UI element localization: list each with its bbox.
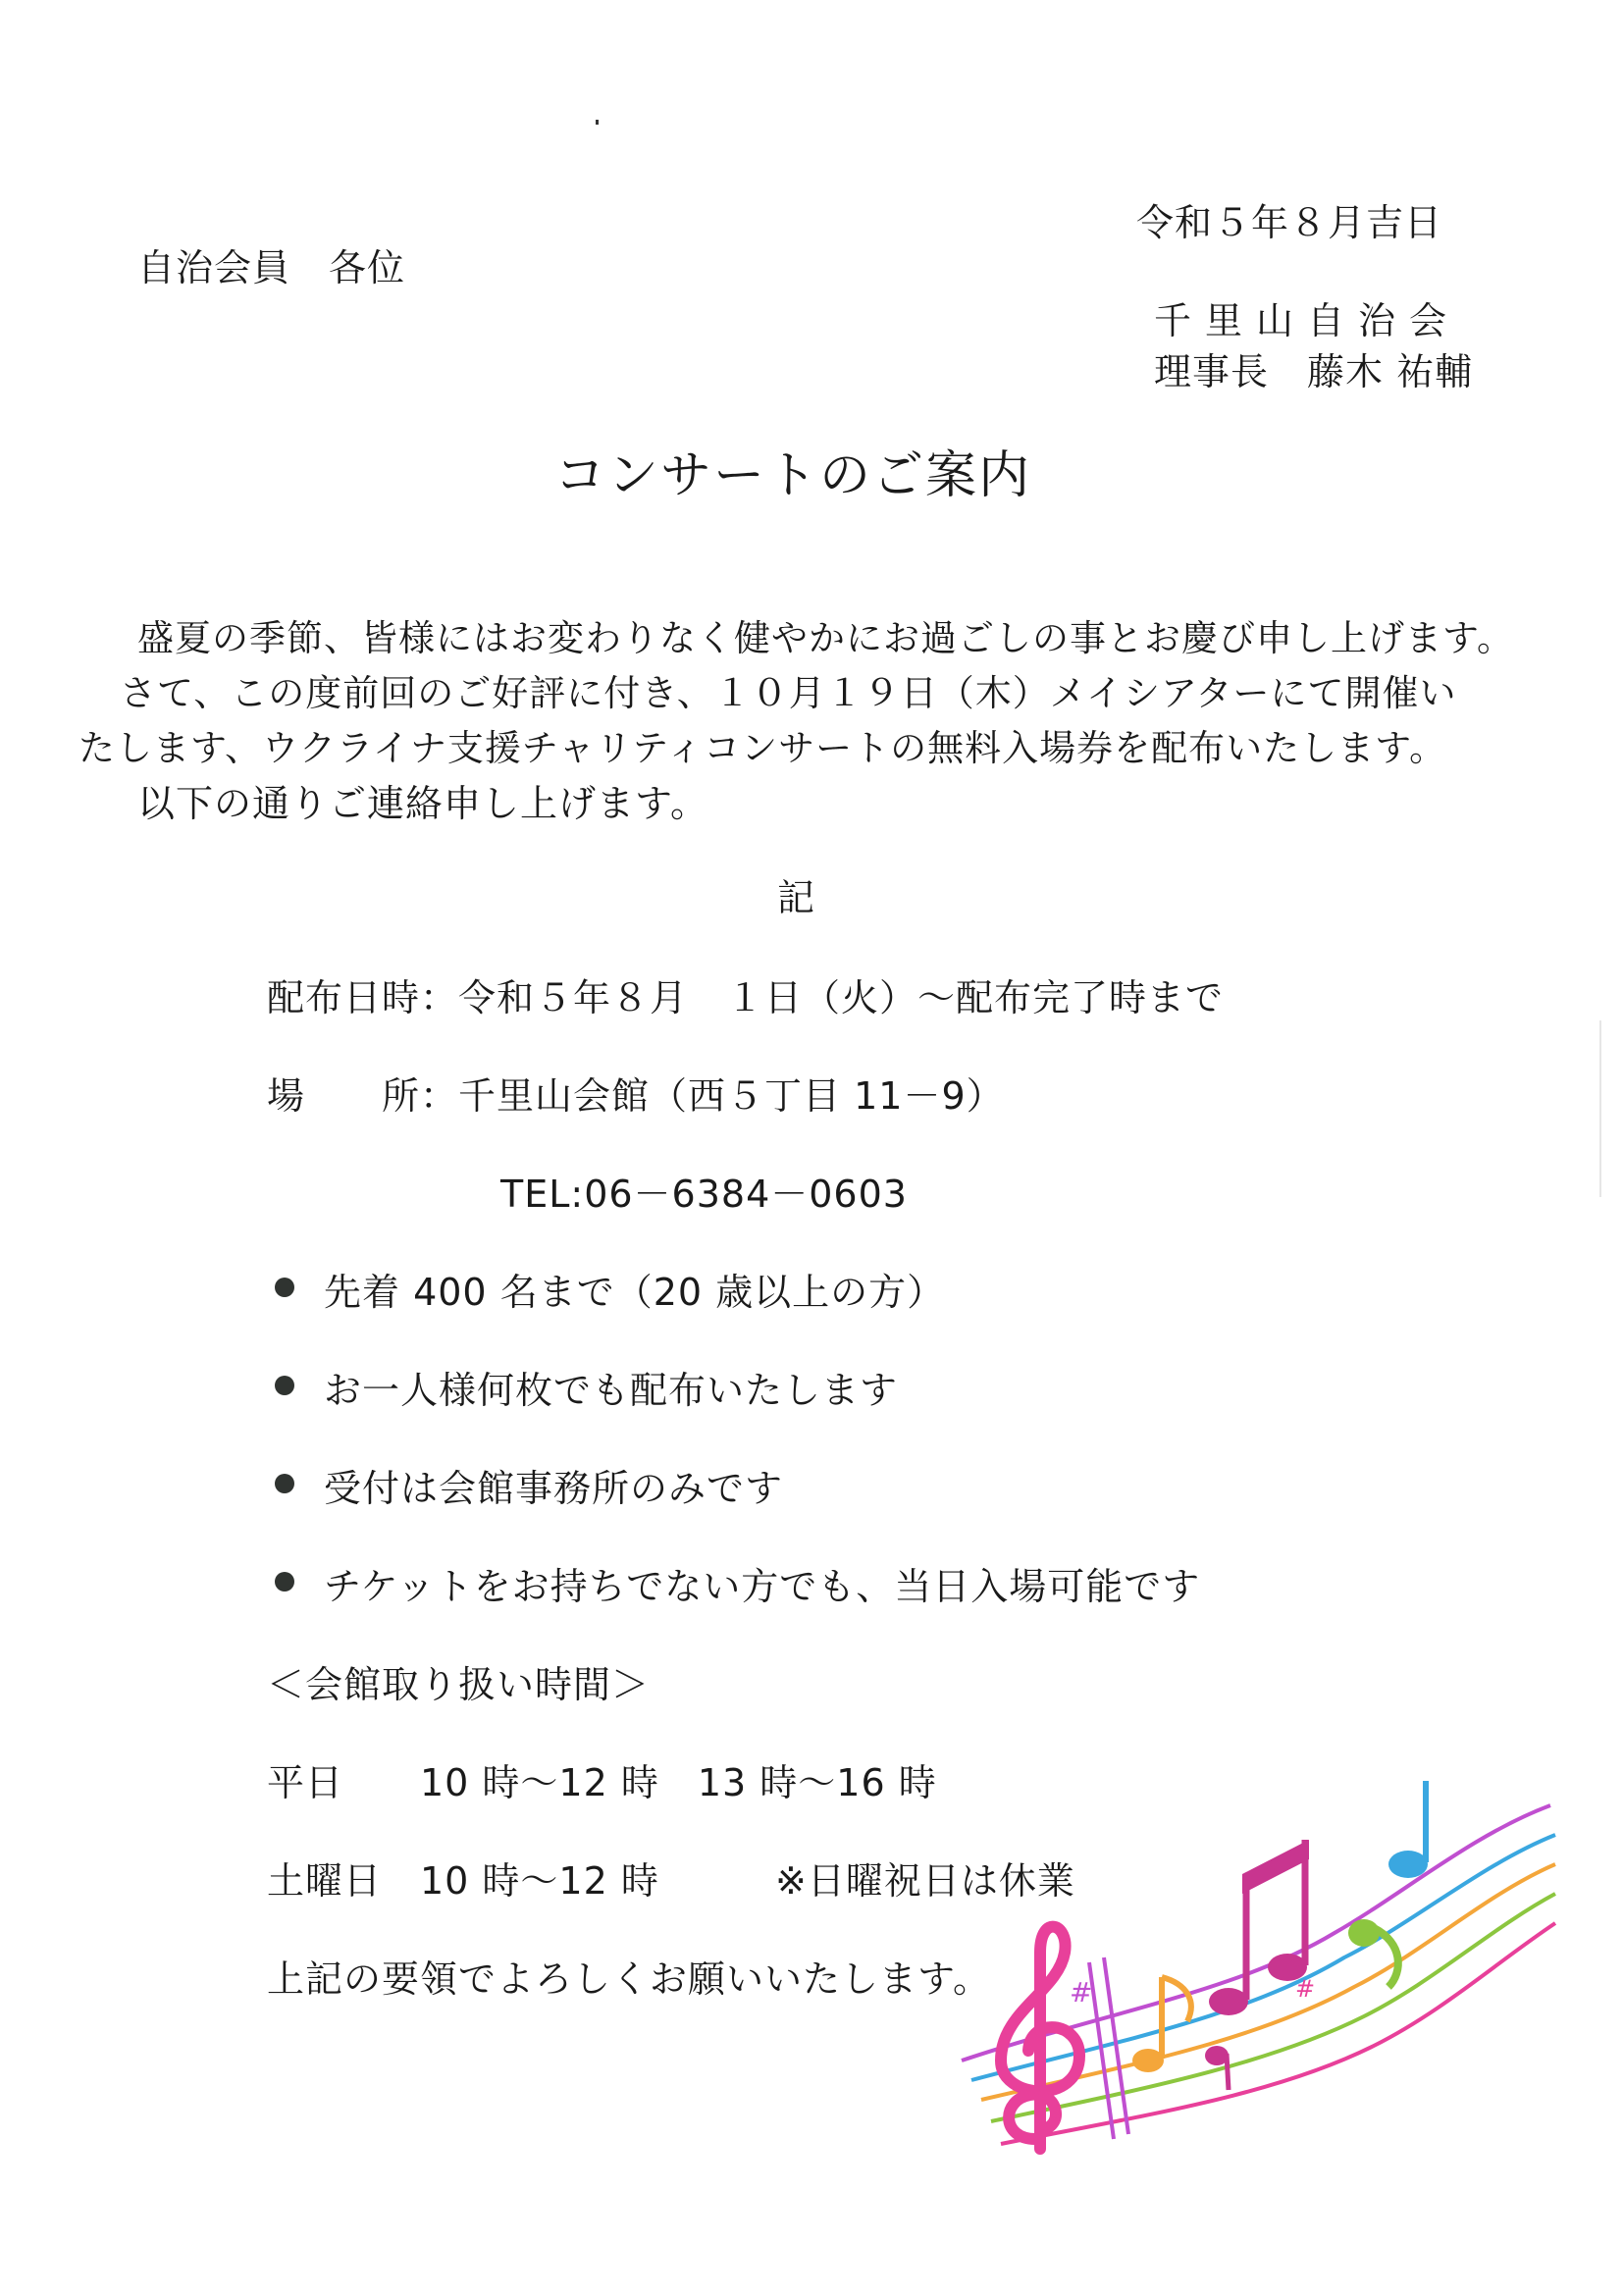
bullet-dot-icon [275, 1474, 294, 1493]
hours-heading: ＜会館取り扱い時間＞ [267, 1663, 651, 1706]
body-paragraph-1: 盛夏の季節、皆様にはお変わりなく健やかにお過ごしの事とお慶び申し上げます。 [137, 617, 1515, 659]
saturday-hours: 10 時～12 時 [420, 1859, 659, 1903]
distribution-date-label: 配布日時： [267, 976, 459, 1019]
body-paragraph-2b: たします、ウクライナ支援チャリティコンサートの無料入場券を配布いたします。 [79, 727, 1447, 769]
page-title: コンサートのご案内 [554, 446, 1032, 505]
bullet-item: 先着 400 名まで（20 歳以上の方） [324, 1271, 946, 1314]
distribution-date-row [267, 967, 1224, 1021]
scan-speck [596, 120, 599, 125]
place-value: 千里山会館（西５丁目 11－9） [458, 1074, 1005, 1118]
music-staff-notes-icon [942, 1766, 1570, 2178]
weekday-label: 平日 [267, 1761, 344, 1804]
sharp-icon: # [1070, 1976, 1093, 2009]
music-note-icon [1209, 1988, 1248, 2015]
note-stem [1227, 2054, 1229, 2090]
sharp-icon: # [1295, 1975, 1316, 2003]
recipient-line: 自治会員 各位 [137, 246, 406, 289]
bullet-item: お一人様何枚でも配布いたします [324, 1369, 899, 1412]
sender-name: 理事長 藤木 祐輔 [1154, 350, 1474, 393]
bullet-item: チケットをお持ちでない方でも、当日入場可能です [324, 1565, 1201, 1608]
weekday-hours: 10 時～12 時 13 時～16 時 [420, 1761, 937, 1804]
note-beam [1242, 1840, 1309, 1894]
bullet-dot-icon [275, 1572, 294, 1592]
bullet-dot-icon [275, 1278, 294, 1297]
saturday-label: 土曜日 [267, 1859, 383, 1903]
closed-days-note: ※日曜祝日は休業 [775, 1859, 1075, 1903]
ki-heading: 記 [777, 876, 816, 919]
music-note-icon [1388, 1851, 1428, 1878]
scan-edge-line [1599, 1020, 1601, 1197]
treble-clef-icon [1001, 1927, 1079, 2149]
distribution-date-value: 令和５年８月 １日（火）～配布完了時まで [458, 976, 1225, 1019]
place-label: 場 所： [267, 1074, 459, 1118]
telephone-number: TEL:06－6384－0603 [500, 1173, 908, 1216]
bullet-dot-icon [275, 1376, 294, 1395]
bullet-item: 受付は会館事務所のみです [324, 1467, 784, 1510]
organization-name: 千里山自治会 [1154, 299, 1461, 342]
body-paragraph-3: 以下の通りご連絡申し上げます。 [137, 782, 708, 825]
staff-line-3 [981, 1864, 1555, 2100]
body-paragraph-2a: さて、この度前回のご好評に付き、１０月１９日（木）メイシアターにて開催い [120, 672, 1457, 714]
music-note-icon [1268, 1954, 1307, 1981]
letter-date: 令和５年８月吉日 [1136, 201, 1443, 244]
closing-line: 上記の要領でよろしくお願いいたします。 [267, 1957, 991, 2001]
place-row [267, 1066, 1005, 1120]
